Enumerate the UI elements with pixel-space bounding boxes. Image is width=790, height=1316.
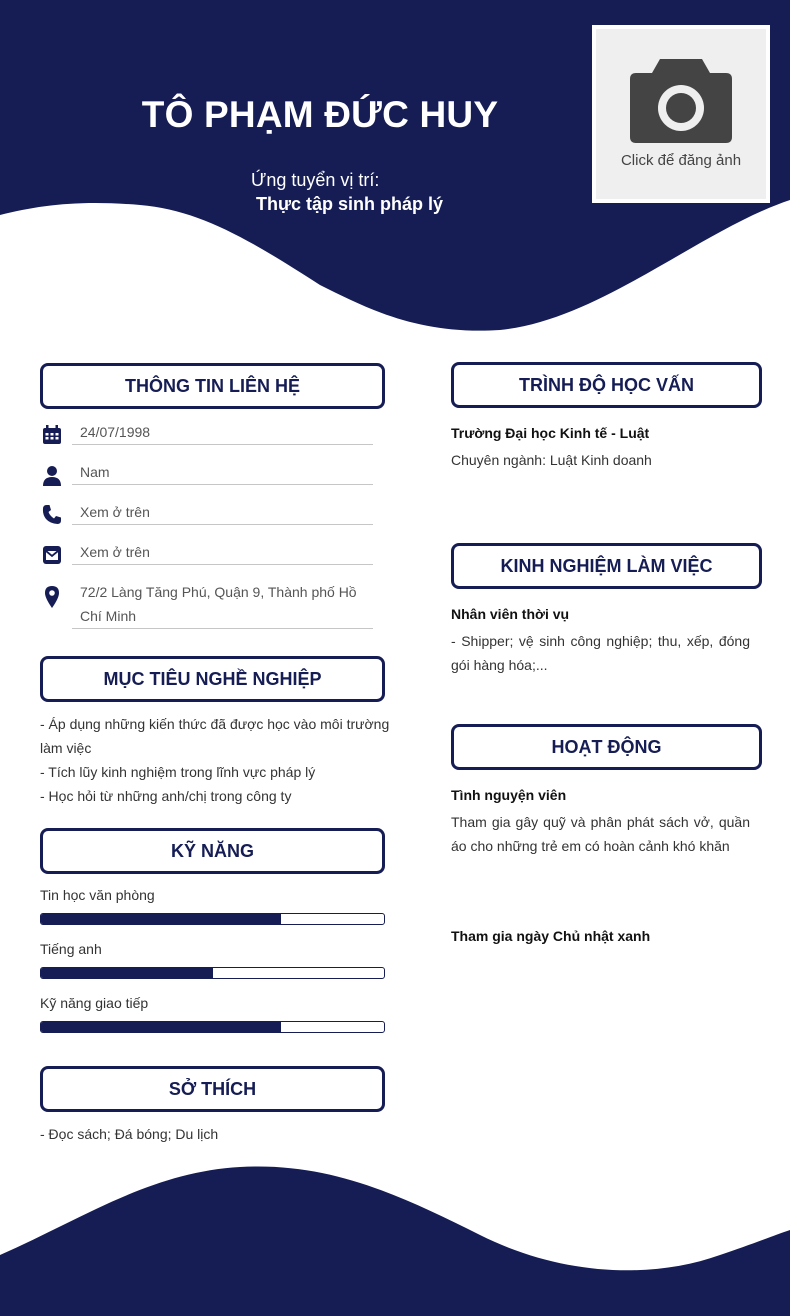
hobbies-text: - Đọc sách; Đá bóng; Du lịch xyxy=(40,1126,219,1142)
phone-field[interactable]: Xem ở trên xyxy=(72,500,373,525)
experience-description: - Shipper; vệ sinh công nghiệp; thu, xếp, đóng gói hàng hóa;... xyxy=(451,633,750,673)
activity-description: Tham gia gây quỹ và phân phát sách vở, quần áo cho những trẻ em có hoàn cảnh khó khăn xyxy=(451,814,750,854)
camera-icon xyxy=(630,55,732,145)
experience-heading: KINH NGHIỆM LÀM VIỆC xyxy=(451,543,762,589)
location-icon xyxy=(40,585,64,609)
address-field[interactable]: 72/2 Làng Tăng Phú, Quận 9, Thành phố Hồ Chí Minh xyxy=(72,580,373,629)
education-heading: TRÌNH ĐỘ HỌC VẤN xyxy=(451,362,762,408)
skill-bar-fill xyxy=(41,914,281,924)
activities-heading: HOẠT ĐỘNG xyxy=(451,724,762,770)
skills-heading: KỸ NĂNG xyxy=(40,828,385,874)
apply-position-label: Ứng tuyển vị trí: xyxy=(251,170,380,190)
objective-item: - Học hỏi từ những anh/chị trong công ty xyxy=(40,788,292,804)
hobbies-heading: SỞ THÍCH xyxy=(40,1066,385,1112)
activity-name: Tình nguyện viên xyxy=(451,787,567,803)
skill-bar-fill xyxy=(41,1022,281,1032)
skill-bar-fill xyxy=(41,968,213,978)
user-icon xyxy=(40,463,64,487)
apply-position-value: Thực tập sinh pháp lý xyxy=(256,194,444,214)
skill-bar xyxy=(40,913,385,925)
gender-field[interactable]: Nam xyxy=(72,460,373,485)
dob-field[interactable]: 24/07/1998 xyxy=(72,420,373,445)
calendar-icon xyxy=(40,423,64,447)
education-school: Trường Đại học Kinh tế - Luật xyxy=(451,425,650,441)
experience-role: Nhân viên thời vụ xyxy=(451,606,570,622)
objective-item: - Tích lũy kinh nghiệm trong lĩnh vực pháp lý xyxy=(40,764,316,780)
activity-name: Tham gia ngày Chủ nhật xanh xyxy=(451,928,651,944)
skill-label: Kỹ năng giao tiếp xyxy=(40,995,149,1011)
education-major: Chuyên ngành: Luật Kinh doanh xyxy=(451,452,652,468)
skill-bar xyxy=(40,967,385,979)
objective-heading: MỤC TIÊU NGHỀ NGHIỆP xyxy=(40,656,385,702)
footer-background xyxy=(0,1150,790,1316)
photo-upload[interactable] xyxy=(592,25,770,203)
skill-label: Tiếng anh xyxy=(40,941,102,957)
contact-heading: THÔNG TIN LIÊN HỆ xyxy=(40,363,385,409)
candidate-name: TÔ PHẠM ĐỨC HUY xyxy=(141,94,499,135)
skill-bar xyxy=(40,1021,385,1033)
objective-item: - Áp dụng những kiến thức đã được học vào môi trường làm việc xyxy=(40,716,390,756)
email-field[interactable]: Xem ở trên xyxy=(72,540,373,565)
skill-label: Tin học văn phòng xyxy=(40,887,155,903)
photo-upload-label: Click để đăng ảnh xyxy=(620,152,742,169)
phone-icon xyxy=(40,503,64,527)
email-icon xyxy=(40,543,64,567)
